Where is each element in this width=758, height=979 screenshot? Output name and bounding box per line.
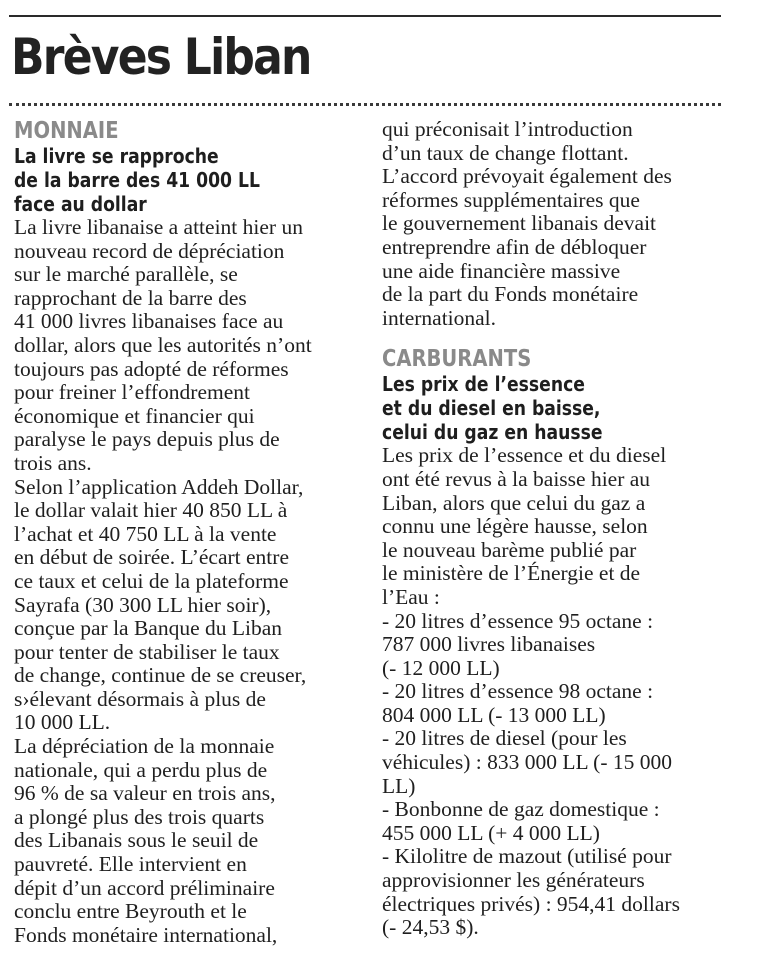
body-line: l’achat et 40 750 LL à la vente (14, 521, 277, 546)
body-line: pour freiner l’effondrement (14, 380, 250, 405)
article-body-monnaie (14, 216, 364, 947)
body-line: La dépréciation de la monnaie (14, 734, 275, 759)
body-line: toujours pas adopté de réformes (14, 356, 289, 381)
right-column (382, 118, 727, 940)
body-line: électriques privés) : 954,41 dollars (382, 891, 680, 916)
body-line: dépit d’un accord préliminaire (14, 875, 275, 900)
body-line: le ministère de l’Énergie et de (382, 561, 641, 586)
headline-line: celui du gaz en hausse (382, 420, 603, 445)
body-line: l’Eau : (382, 584, 440, 609)
body-line: dollar, alors que les autorités n’ont (14, 332, 312, 357)
body-line: le gouvernement libanais devait (382, 211, 657, 236)
body-line: ce taux et celui de la plateforme (14, 568, 289, 593)
body-line: 96 % de sa valeur en trois ans, (14, 781, 276, 806)
body-line: pauvreté. Elle intervient en (14, 852, 247, 877)
body-line: une aide financière massive (382, 258, 621, 283)
body-line: rapprochant de la barre des (14, 285, 247, 310)
article-continuation-monnaie (382, 118, 727, 330)
body-line: Les prix de l’essence et du diesel (382, 443, 667, 468)
body-line: 10 000 LL. (14, 710, 111, 735)
article-body-carburants (382, 444, 727, 939)
body-line: conçue par la Banque du Liban (14, 616, 283, 641)
headline-line: face au dollar (14, 192, 147, 216)
body-line: économique et financier qui (14, 403, 255, 428)
body-line: La livre libanaise a atteint hier un (14, 215, 303, 239)
body-line: sur le marché parallèle, se (14, 262, 238, 287)
body-line: le dollar valait hier 40 850 LL à (14, 498, 288, 523)
body-line: le nouveau barème publié par (382, 537, 637, 562)
body-line: pour tenter de stabiliser le taux (14, 639, 280, 664)
headline-line: La livre se rapproche (14, 144, 219, 168)
body-line: 455 000 LL (+ 4 000 LL) (382, 820, 600, 845)
body-line: Sayrafa (30 300 LL hier soir), (14, 592, 272, 617)
body-line: 787 000 livres libanaises (382, 632, 596, 657)
body-line: en début de soirée. L’écart entre (14, 545, 289, 570)
body-line: a plongé plus des trois quarts (14, 804, 265, 829)
body-line: Fonds monétaire international, (14, 922, 278, 947)
body-line: véhicules) : 833 000 LL (- 15 000 (382, 750, 672, 775)
body-line: d’un taux de change flottant. (382, 140, 629, 165)
body-line: nationale, qui a perdu plus de (14, 757, 268, 782)
body-line: Selon l’application Addeh Dollar, (14, 474, 304, 499)
body-line: s›élevant désormais à plus de (14, 686, 266, 711)
page-title: Brèves Liban (11, 28, 311, 86)
body-line: connu une légère hausse, selon (382, 514, 648, 539)
body-line: (- 12 000 LL) (382, 655, 500, 680)
title-divider (9, 103, 721, 106)
headline-carburants (382, 372, 727, 444)
body-line: paralyse le pays depuis plus de (14, 427, 280, 452)
body-line: 41 000 livres libanaises face au (14, 309, 284, 334)
body-line: approvisionner les générateurs (382, 868, 645, 893)
body-line: de change, continue de se creuser, (14, 663, 307, 688)
headline-line: de la barre des 41 000 LL (14, 168, 260, 192)
body-line: international. (382, 305, 497, 330)
left-column (14, 118, 364, 947)
headline-line: et du diesel en baisse, (382, 396, 601, 421)
body-line: - Kilolitre de mazout (utilisé pour (382, 844, 672, 869)
body-line: - 20 litres de diesel (pour les (382, 726, 627, 751)
body-line: réformes supplémentaires que (382, 187, 640, 212)
body-line: nouveau record de dépréciation (14, 238, 285, 263)
section-label-monnaie: MONNAIE (14, 118, 119, 144)
section-label-carburants: CARBURANTS (382, 346, 532, 373)
body-line: L’accord prévoyait également des (382, 164, 672, 189)
body-line: conclu entre Beyrouth et le (14, 899, 247, 924)
body-line: - 20 litres d’essence 95 octane : (382, 608, 654, 633)
body-line: de la part du Fonds monétaire (382, 282, 639, 307)
headline-monnaie (14, 144, 364, 216)
body-line: ont été revus à la baisse hier au (382, 466, 651, 491)
body-line: Liban, alors que celui du gaz a (382, 490, 646, 515)
body-line: qui préconisait l’introduction (382, 117, 633, 141)
body-line: (- 24,53 $). (382, 915, 479, 940)
body-line: des Libanais sous le seuil de (14, 828, 259, 853)
body-line: entreprendre afin de débloquer (382, 234, 647, 259)
headline-line: Les prix de l’essence (382, 372, 585, 397)
body-line: 804 000 LL (- 13 000 LL) (382, 702, 606, 727)
article-spacer (382, 330, 727, 346)
body-line: LL) (382, 773, 416, 798)
body-line: - Bonbonne de gaz domestique : (382, 797, 660, 822)
body-line: trois ans. (14, 450, 92, 475)
body-line: - 20 litres d’essence 98 octane : (382, 679, 654, 704)
top-rule (9, 15, 721, 17)
